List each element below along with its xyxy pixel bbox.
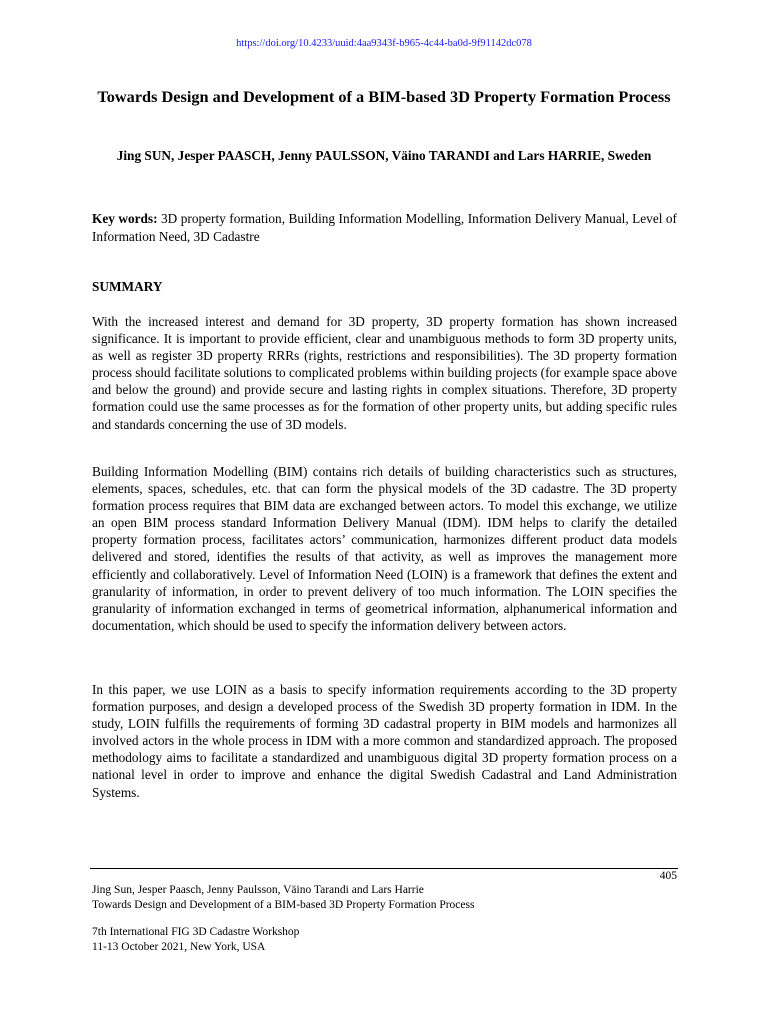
footer-date-place: 11-13 October 2021, New York, USA (92, 941, 266, 953)
footer-event (92, 925, 299, 955)
keywords-text: 3D property formation, Building Information Modelling, Information Delivery Manual, Level of Information Need, 3D Cadastre (92, 211, 677, 244)
doi-link[interactable]: https://doi.org/10.4233/uuid:4aa9343f-b965-4c44-ba0d-9f91142dc078 (236, 38, 532, 49)
page-number: 405 (659, 870, 677, 882)
footer-authors: Jing Sun, Jesper Paasch, Jenny Paulsson, Väino Tarandi and Lars Harrie (92, 884, 424, 896)
paper-title: Towards Design and Development of a BIM-based 3D Property Formation Process (97, 87, 671, 106)
summary-paragraph-1: With the increased interest and demand for 3D property, 3D property formation has shown increased significance. It is important to provide efficient, clear and unambiguous methods to form 3D property units, as well as register 3D property RRRs (rights, restrictions and responsibilities). The 3D property formation process should facilitate solutions to complicated problems within building projects (for example space above and below the ground) and provide secure and lasting rights in complex situations. Therefore, 3D property formation could use the same processes as for the formation of other property units, but adding specific rules and standards concerning the use of 3D models. (92, 314, 677, 432)
keywords (92, 210, 677, 245)
summary-paragraph-2: Building Information Modelling (BIM) contains rich details of building characteristics such as structures, elements, spaces, schedules, etc. that can form the physical models of the 3D cadastre. The 3D property formation process requires that BIM data are exchanged between actors. To model this exchange, we utilize an open BIM process standard Information Delivery Manual (IDM). IDM helps to clarify the detailed property formation process, facilitates actors’ communication, harmonizes different product data models delivered and stored, identifies the results of that activity, as well as improves the management more efficiently and collaboratively. Level of Information Need (LOIN) is a framework that defines the extent and granularity of information, in order to prevent delivery of too much information. The LOIN specifies the granularity of information exchanged in terms of geometrical information, alphanumerical information and documentation, which should be used to specify the information delivery between actors. (92, 464, 677, 633)
summary-heading: SUMMARY (92, 279, 163, 294)
footer-event-name: 7th International FIG 3D Cadastre Workshop (92, 926, 300, 938)
summary-paragraph-3: In this paper, we use LOIN as a basis to specify information requirements according to the 3D property formation purposes, and design a developed process of the Swedish 3D property formation in IDM. In the study, LOIN fulfills the requirements of forming 3D cadastral property in BIM models and harmonizes all involved actors in the whole process in IDM with a more common and standardized approach. The proposed methodology aims to facilitate a standardized and unambiguous digital 3D property formation process on a national level in order to improve and enhance the digital Swedish Cadastral and Land Administration Systems. (92, 682, 677, 800)
footer-title: Towards Design and Development of a BIM-based 3D Property Formation Process (92, 899, 475, 911)
author-list: Jing SUN, Jesper PAASCH, Jenny PAULSSON, Väino TARANDI and Lars HARRIE, Sweden (116, 148, 652, 163)
footer-citation (92, 883, 474, 913)
footer-divider (90, 868, 678, 869)
keywords-label: Key words: (92, 211, 158, 226)
